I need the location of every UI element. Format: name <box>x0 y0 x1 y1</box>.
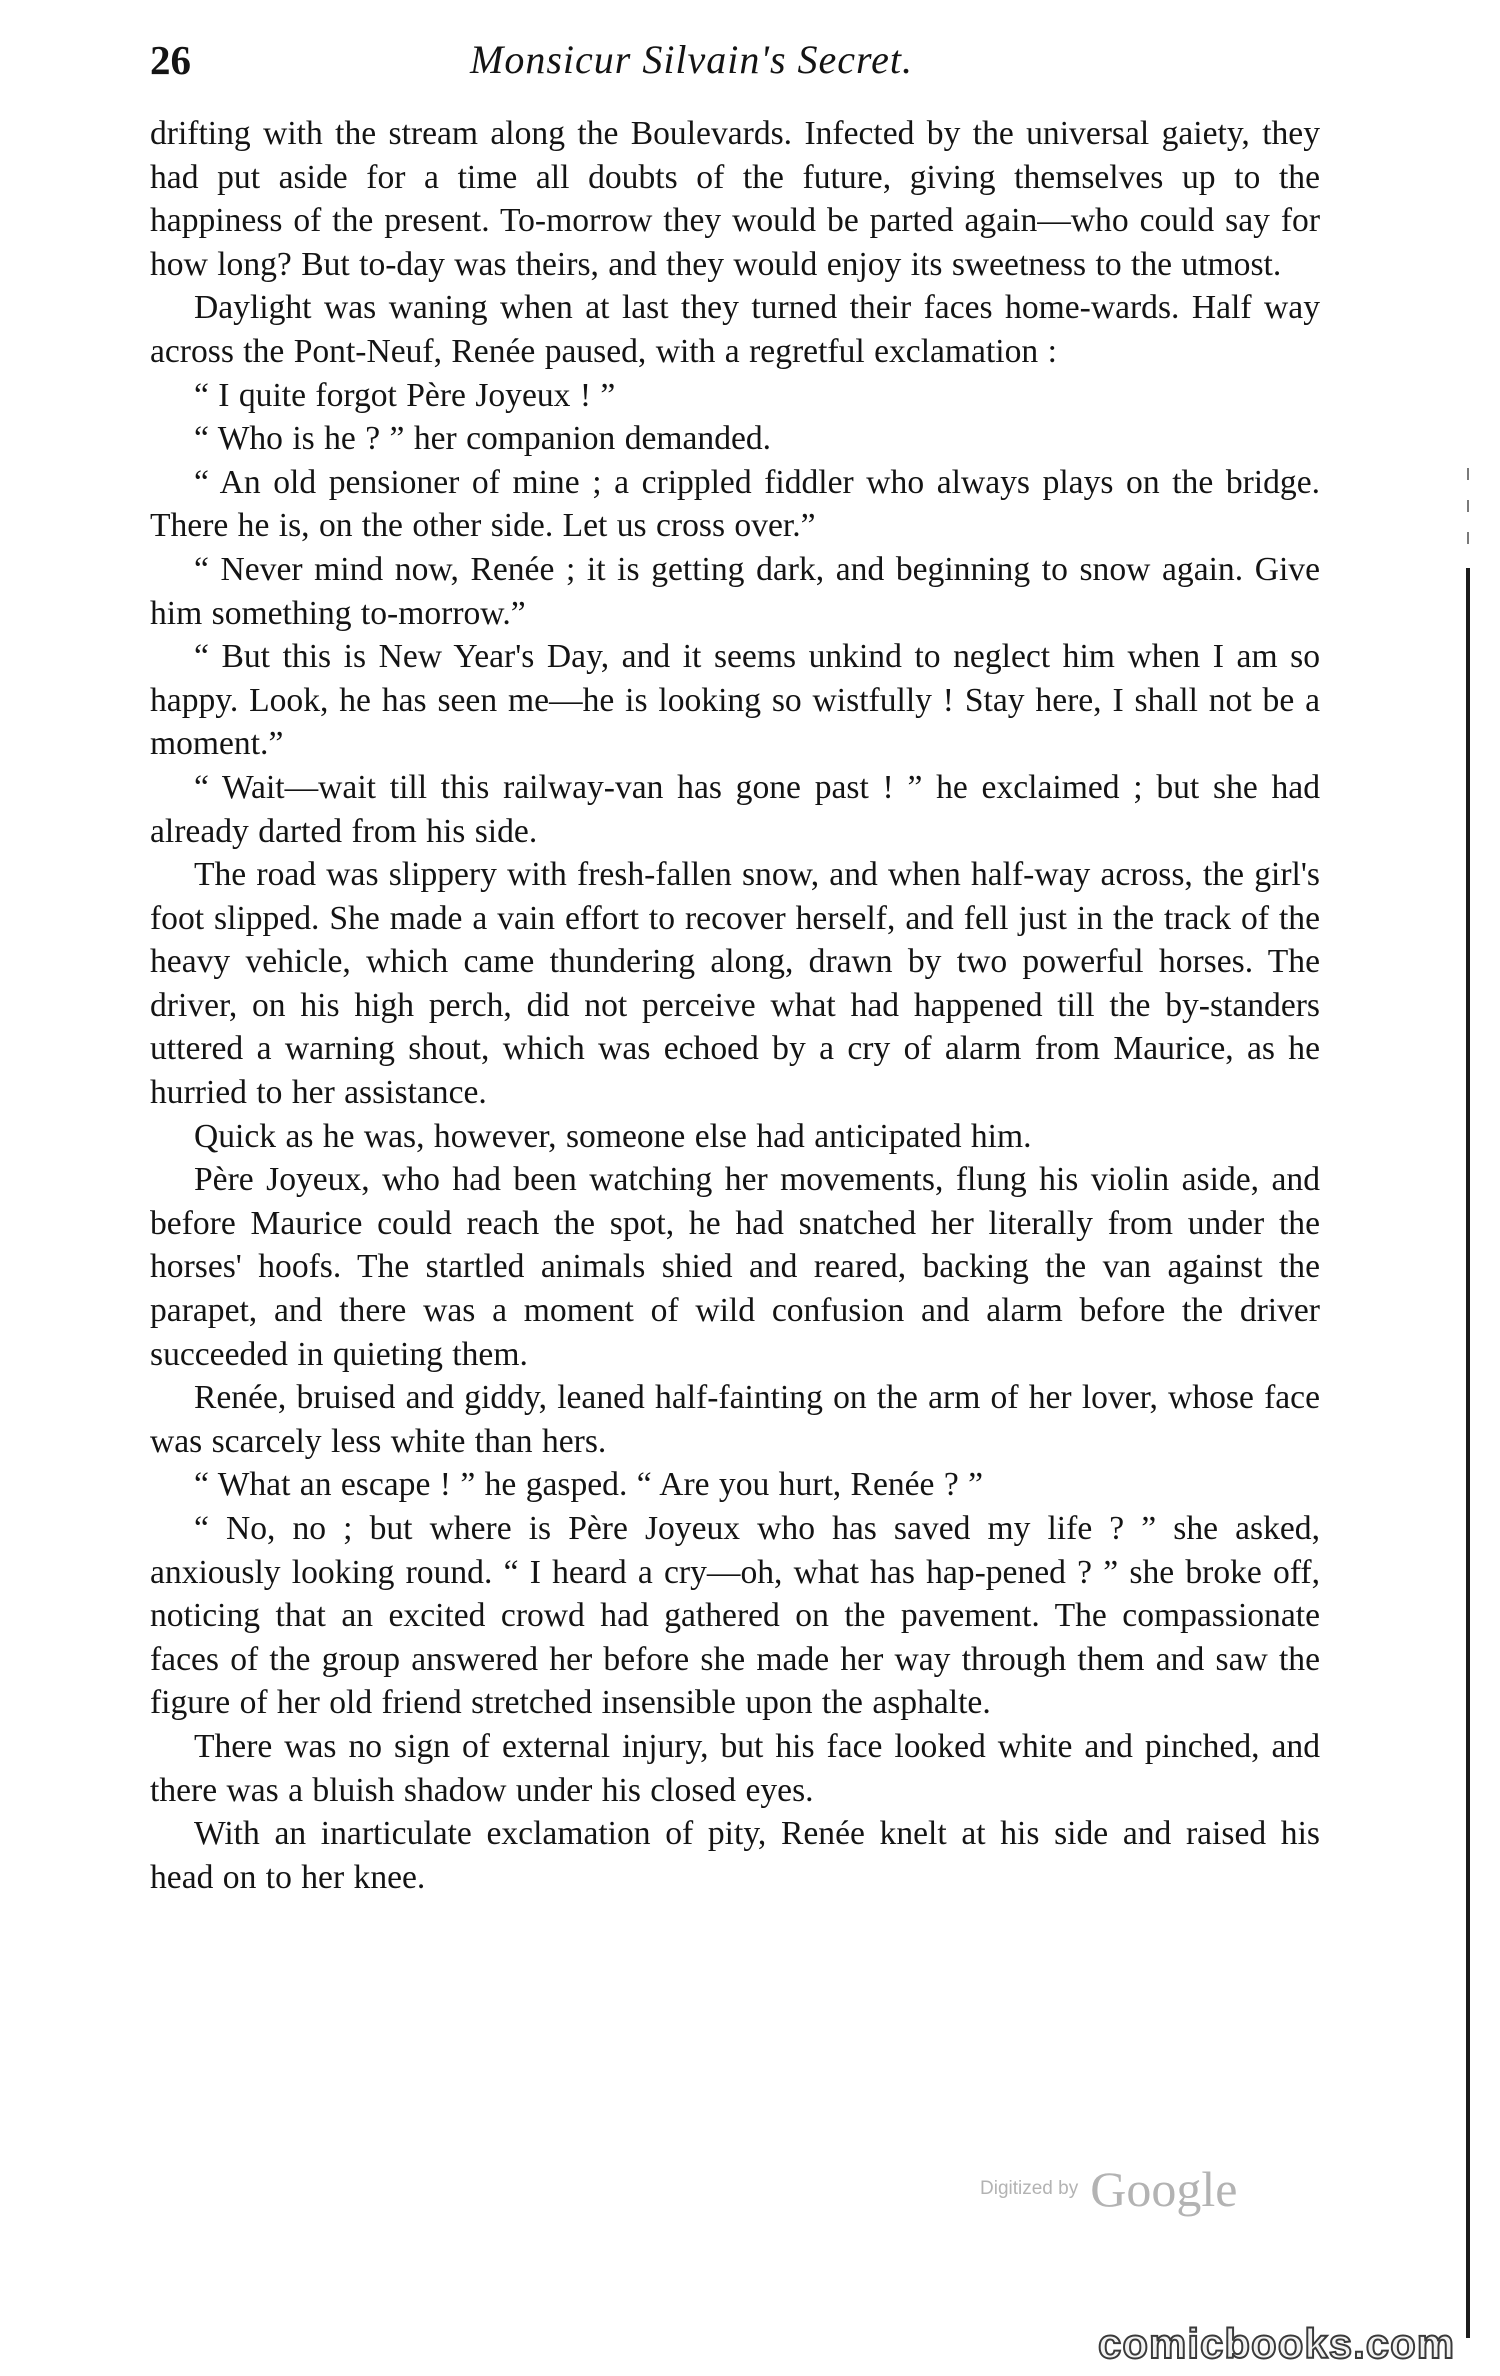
paragraph: “ Wait—wait till this railway-van has gone past ! ” he exclaimed ; but she had already darted from his side. <box>150 768 1320 850</box>
paragraph: Daylight was waning when at last they turned their faces home-wards. Half way across the Pont-Neuf, Renée paused, with a regretful exclamation : <box>150 289 1320 370</box>
paragraph: drifting with the stream along the Boulevards. Infected by the universal gaiety, they had put aside for a time all doubts of the future, giving themselves up to the happiness of the present. To-morrow they would be parted again—who could say for how long? But to-day was theirs, and they would enjoy its sweetness to the utmost. <box>150 115 1320 283</box>
paragraph: Renée, bruised and giddy, leaned half-fainting on the arm of her lover, whose face was scarcely less white than hers. <box>150 1379 1320 1460</box>
paragraph: “ What an escape ! ” he gasped. “ Are you hurt, Renée ? ” <box>194 1466 984 1504</box>
running-title: Monsicur Silvain's Secret. <box>470 37 913 82</box>
page-gutter-line <box>1466 568 1470 2338</box>
gutter-mark <box>1467 500 1469 512</box>
paragraph: Quick as he was, however, someone else had anticipated him. <box>194 1117 1032 1155</box>
paragraph: “ Never mind now, Renée ; it is getting dark, and beginning to snow again. Give him something to-morrow.” <box>150 550 1320 632</box>
paragraph: “ I quite forgot Père Joyeux ! ” <box>194 376 616 414</box>
paragraph: “ Who is he ? ” her companion demanded. <box>194 420 772 458</box>
body-text <box>150 112 1320 1899</box>
paragraph: Père Joyeux, who had been watching her movements, flung his violin aside, and before Maurice could reach the spot, he had snatched her literally from under the horses' hoofs. The startled animals shied and reared, backing the van against the parapet, and there was a moment of wild confusion and alarm before the driver succeeded in quieting them. <box>150 1161 1320 1373</box>
paragraph: With an inarticulate exclamation of pity, Renée knelt at his side and raised his head on to her knee. <box>150 1815 1320 1896</box>
page-number: 26 <box>150 37 191 83</box>
paragraph: There was no sign of external injury, but his face looked white and pinched, and there was a bluish shadow under his closed eyes. <box>150 1727 1320 1809</box>
paragraph: The road was slippery with fresh-fallen snow, and when half-way across, the girl's foot slipped. She made a vain effort to recover herself, and fell just in the track of the heavy vehicle, which came thundering along, drawn by two powerful horses. The driver, on his high perch, did not perceive what had happened till the by-standers uttered a warning shout, which was echoed by a cry of alarm from Maurice, as he hurried to her assistance. <box>150 856 1320 1112</box>
google-label: Google <box>1090 2161 1238 2217</box>
digitized-by-google-mark <box>980 2160 1310 2220</box>
watermark: comicbooks.com <box>1098 2320 1456 2367</box>
paragraph: “ But this is New Year's Day, and it seems unkind to neglect him when I am so happy. Look, he has seen me—he is looking so wistfully ! Stay here, I shall not be a moment.” <box>150 638 1320 763</box>
paragraph: “ An old pensioner of mine ; a crippled fiddler who always plays on the bridge. There he is, on the other side. Let us cross over.” <box>150 463 1320 545</box>
paragraph: “ No, no ; but where is Père Joyeux who has saved my life ? ” she asked, anxiously looking round. “ I heard a cry—oh, what has hap-pened ? ” she broke off, noticing that an excited crowd had gathered on the pavement. The compassionate faces of the group answered her before she made her way through them and saw the figure of her old friend stretched insensible upon the asphalte. <box>150 1510 1320 1722</box>
digitized-label: Digitized by <box>980 2178 1079 2199</box>
gutter-mark <box>1467 468 1469 480</box>
gutter-mark <box>1467 532 1469 544</box>
